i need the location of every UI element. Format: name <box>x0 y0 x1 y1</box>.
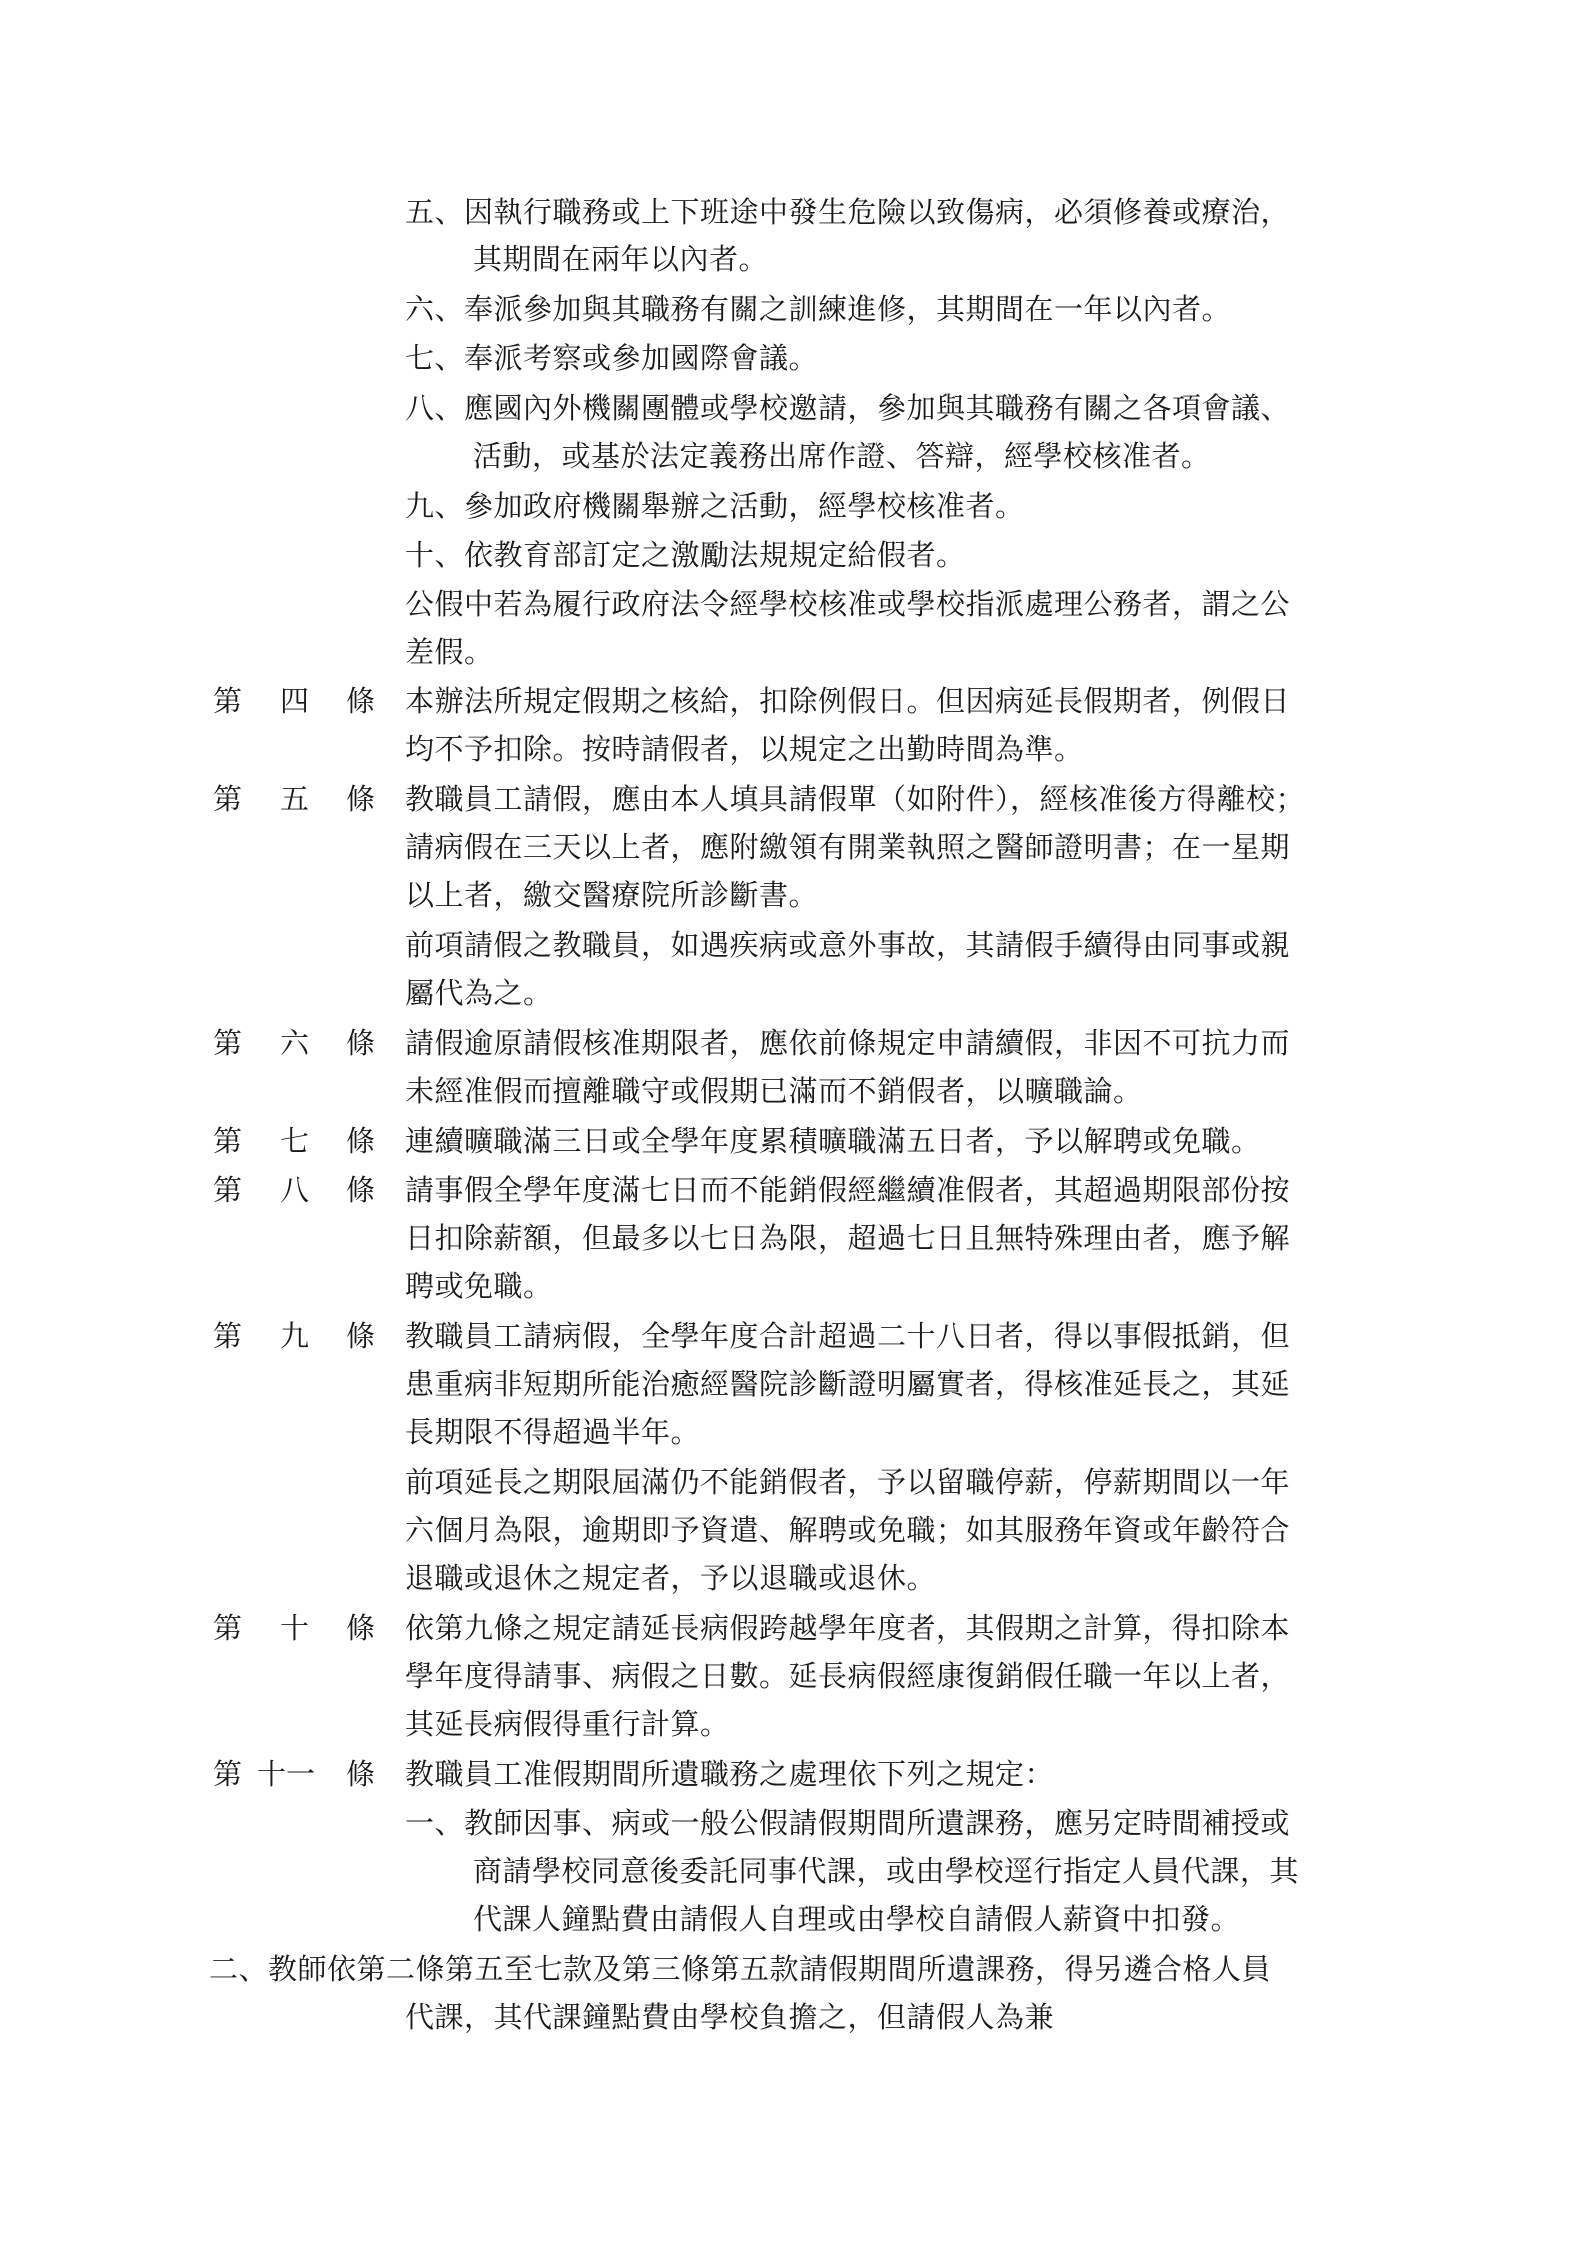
article-9-extra-line-2: 六個月為限，逾期即予資遣、解聘或免職；如其服務年資或年齡符合 <box>405 1513 1291 1547</box>
article-11-line-1: 教職員工准假期間所遺職務之處理依下列之規定： <box>405 1757 1055 1791</box>
article-4-line-1: 本辦法所規定假期之核給，扣除例假日。但因病延長假期者，例假日 <box>405 684 1291 718</box>
article-6-line-1: 請假逾原請假核准期限者，應依前條規定申請續假，非因不可抗力而 <box>405 1026 1291 1060</box>
item-2-line-2: 代課，其代課鐘點費由學校負擔之，但請假人為兼 <box>405 2000 1055 2034</box>
article-10-line-1: 依第九條之規定請延長病假跨越學年度者，其假期之計算，得扣除本 <box>405 1611 1291 1645</box>
article-11-item-1-line-3: 代課人鐘點費由請假人自理或由學校自請假人薪資中扣發。 <box>473 1902 1241 1936</box>
article-8-line-3: 聘或免職。 <box>405 1269 553 1303</box>
article-9-line-3: 長期限不得超過半年。 <box>405 1415 701 1449</box>
article-10-line-3: 其延長病假得重行計算。 <box>405 1707 730 1741</box>
article3-tail-line-1: 公假中若為履行政府法令經學校核准或學校指派處理公務者，謂之公 <box>405 587 1291 621</box>
item-8-line-1: 八、應國內外機關團體或學校邀請，參加與其職務有關之各項會議、 <box>405 391 1291 425</box>
document-page: 五、因執行職務或上下班途中發生危險以致傷病，必須修養或療治， 其期間在兩年以內者。 六、奉派參加與其職務有關之訓練進修，其期間在一年以內者。 七、奉派考察或參加國際會議。 八、應國內外機關團體或學校邀請，參加與其職務有關之各項會議、 活動，或基於法定義務出席作證、答辯，經學校核准者。 九、參加政府機關舉辦之活動，經學校核准者。 十、依教育部訂定之激勵法規規定給假者。 公假中若為履行政府法令經學校核准或學校指派處理公務者，謂之公 差假。 第 四 條 本辦法所規定假期之核給，扣除例假日。但因病延長假期者，例假日 均不予扣除。按時請假者，以規定之出勤時間為準。 第 五 條 教職員工請假，應由本人填具請假單（如附件），經核准後方得離校； 請病假在三天以上者，應附繳領有開業執照之醫師證明書；在一星期 以上者，繳交醫療院所診斷書。 前項請假之教職員，如遇疾病或意外事故，其請假手續得由同事或親 屬代為之。 第 六 條 請假逾原請假核准期限者，應依前條規定申請續假，非因不可抗力而 未經准假而擅離職守或假期已滿而不銷假者，以曠職論。 第 七 條 連續曠職滿三日或全學年度累積曠職滿五日者，予以解聘或免職。 第 八 條 請事假全學年度滿七日而不能銷假經繼續准假者，其超過期限部份按 日扣除薪額，但最多以七日為限，超過七日且無特殊理由者，應予解 聘或免職。 第 九 條 教職員工請病假，全學年度合計超過二十八日者，得以事假抵銷，但 患重病非短期所能治癒經醫院診斷證明屬實者，得核准延長之，其延 長期限不得超過半年。 前項延長之期限屆滿仍不能銷假者，予以留職停薪，停薪期間以一年 六個月為限，逾期即予資遣、解聘或免職；如其服務年資或年齡符合 退職或退休之規定者，予以退職或退休。 第 十 條 依第九條之規定請延長病假跨越學年度者，其假期之計算，得扣除本 學年度得請事、病假之日數。延長病假經康復銷假任職一年以上者， 其延長病假得重行計算。 第 十一 條 教職員工准假期間所遺職務之處理依下列之規定： 一、教師因事、病或一般公假請假期間所遺課務，應另定時間補授或 商請學校同意後委託同事代課，或由學校逕行指定人員代課，其 代課人鐘點費由請假人自理或由學校自請假人薪資中扣發。 二、教師依第二條第五至七款及第三條第五款請假期間所遺課務，得另遴合格人員 代課，其代課鐘點費由學校負擔之，但請假人為兼 <box>0 0 1587 2245</box>
article-4-line-2: 均不予扣除。按時請假者，以規定之出勤時間為準。 <box>405 732 1084 766</box>
item-7-line-1: 七、奉派考察或參加國際會議。 <box>405 341 819 375</box>
article-5-extra-line-2: 屬代為之。 <box>405 976 553 1010</box>
article-10-line-2: 學年度得請事、病假之日數。延長病假經康復銷假任職一年以上者， <box>405 1659 1291 1693</box>
item-6-line-1: 六、奉派參加與其職務有關之訓練進修，其期間在一年以內者。 <box>405 292 1232 326</box>
article3-tail-line-2: 差假。 <box>405 635 494 669</box>
article-9-line-2: 患重病非短期所能治癒經醫院診斷證明屬實者，得核准延長之，其延 <box>405 1367 1291 1401</box>
article-7-line-1: 連續曠職滿三日或全學年度累積曠職滿五日者，予以解聘或免職。 <box>405 1124 1261 1158</box>
item-8-line-2: 活動，或基於法定義務出席作證、答辯，經學校核准者。 <box>473 439 1211 473</box>
article-9-line-1: 教職員工請病假，全學年度合計超過二十八日者，得以事假抵銷，但 <box>405 1319 1291 1353</box>
article-5-line-1: 教職員工請假，應由本人填具請假單（如附件），經核准後方得離校； <box>405 782 1306 816</box>
article-5-extra-line-1: 前項請假之教職員，如遇疾病或意外事故，其請假手續得由同事或親 <box>405 928 1291 962</box>
article-9-extra-line-3: 退職或退休之規定者，予以退職或退休。 <box>405 1561 937 1595</box>
article-8-line-1: 請事假全學年度滿七日而不能銷假經繼續准假者，其超過期限部份按 <box>405 1173 1291 1207</box>
item-5-line-2: 其期間在兩年以內者。 <box>473 242 769 276</box>
article-6-line-2: 未經准假而擅離職守或假期已滿而不銷假者，以曠職論。 <box>405 1074 1143 1108</box>
article-9-extra-line-1: 前項延長之期限屆滿仍不能銷假者，予以留職停薪，停薪期間以一年 <box>405 1465 1291 1499</box>
article-5-line-3: 以上者，繳交醫療院所診斷書。 <box>405 878 819 912</box>
article-8-line-2: 日扣除薪額，但最多以七日為限，超過七日且無特殊理由者，應予解 <box>405 1221 1291 1255</box>
item-9-line-1: 九、參加政府機關舉辦之活動，經學校核准者。 <box>405 489 1025 523</box>
article-5-line-2: 請病假在三天以上者，應附繳領有開業執照之醫師證明書；在一星期 <box>405 830 1291 864</box>
item-5-line-1: 五、因執行職務或上下班途中發生危險以致傷病，必須修養或療治， <box>405 195 1291 229</box>
article-11-item-1-line-1: 一、教師因事、病或一般公假請假期間所遺課務，應另定時間補授或 <box>405 1806 1291 1840</box>
item-10-line-1: 十、依教育部訂定之激勵法規規定給假者。 <box>405 538 966 572</box>
article-11-item-1-line-2: 商請學校同意後委託同事代課，或由學校逕行指定人員代課，其 <box>473 1854 1300 1888</box>
item-2-line-1: 二、教師依第二條第五至七款及第三條第五款請假期間所遺課務，得另遴合格人員 <box>209 1952 1272 1986</box>
